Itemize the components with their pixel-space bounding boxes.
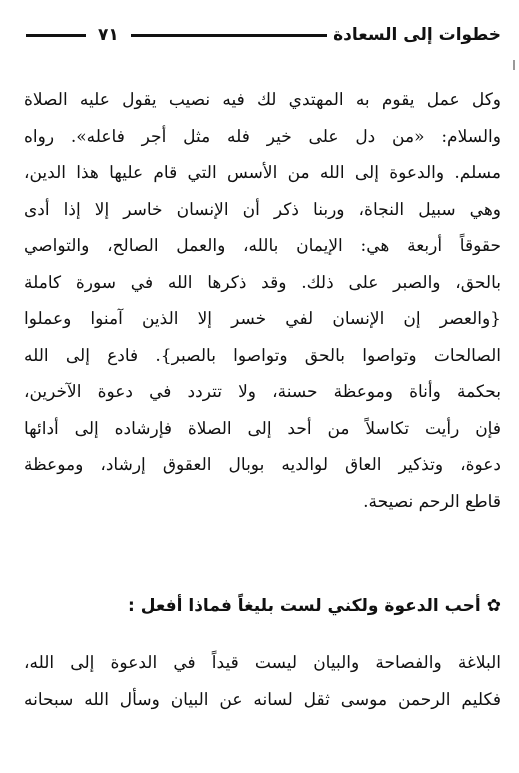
text-line: {والعصر إن الإنسان لفي خسر إلا الذين آمنوا وعملوا	[24, 309, 501, 329]
text-line: وهي سبيل النجاة، وربنا ذكر أن الإنسان خاسر إلا إذا أدى	[24, 199, 501, 220]
header-rule-long	[131, 34, 327, 37]
text-line: فإن رأيت تكاسلاً من أحد إلى الصلاة فإرشاده إلى أدائها	[24, 418, 501, 439]
page-edge-mark	[513, 60, 515, 70]
text-line: بالحق، والصبر على ذلك. وقد ذكرها الله في سورة كاملة	[24, 272, 501, 293]
book-title: خطوات إلى السعادة	[333, 25, 501, 45]
text-line: البلاغة والفصاحة والبيان ليست قيداً في الدعوة إلى الله،	[24, 653, 501, 673]
paragraph-2	[24, 645, 501, 718]
section-heading	[24, 588, 501, 624]
text-line: فكليم الرحمن موسى ثقل لسانه عن البيان وسأل الله سبحانه	[24, 689, 501, 710]
flower-bullet-icon: ✿	[486, 596, 501, 616]
text-line: والسلام: «من دل على خير فله مثل أجر فاعله». رواه	[24, 126, 501, 147]
text-line: قاطع الرحم نصيحة.	[363, 491, 501, 512]
text-line: الصالحات وتواصوا بالحق وتواصوا بالصبر}. فادع إلى الله	[24, 345, 501, 366]
text-line: دعوة، وتذكير العاق لوالديه بوبال العقوق إرشاد، وموعظة	[24, 455, 501, 475]
paragraph-1	[24, 82, 501, 520]
header-rule-short	[26, 34, 86, 37]
text-line: مسلم. والدعوة إلى الله من الأسس التي قام عليها هذا الدين،	[24, 163, 501, 183]
text-line: حقوقاً أربعة هي: الإيمان بالله، والعمل الصالح، والتواصي	[24, 236, 501, 256]
section-heading-text: أحب الدعوة ولكني لست بليغاً فماذا أفعل :	[128, 596, 481, 616]
running-header	[20, 18, 501, 52]
page-number: ٧١	[98, 25, 119, 45]
text-line: وكل عمل يقوم به المهتدي لك فيه نصيب يقول عليه الصلاة	[24, 90, 501, 110]
text-line: بحكمة وأناة وموعظة حسنة، ولا تتردد في دعوة الآخرين،	[24, 382, 501, 402]
